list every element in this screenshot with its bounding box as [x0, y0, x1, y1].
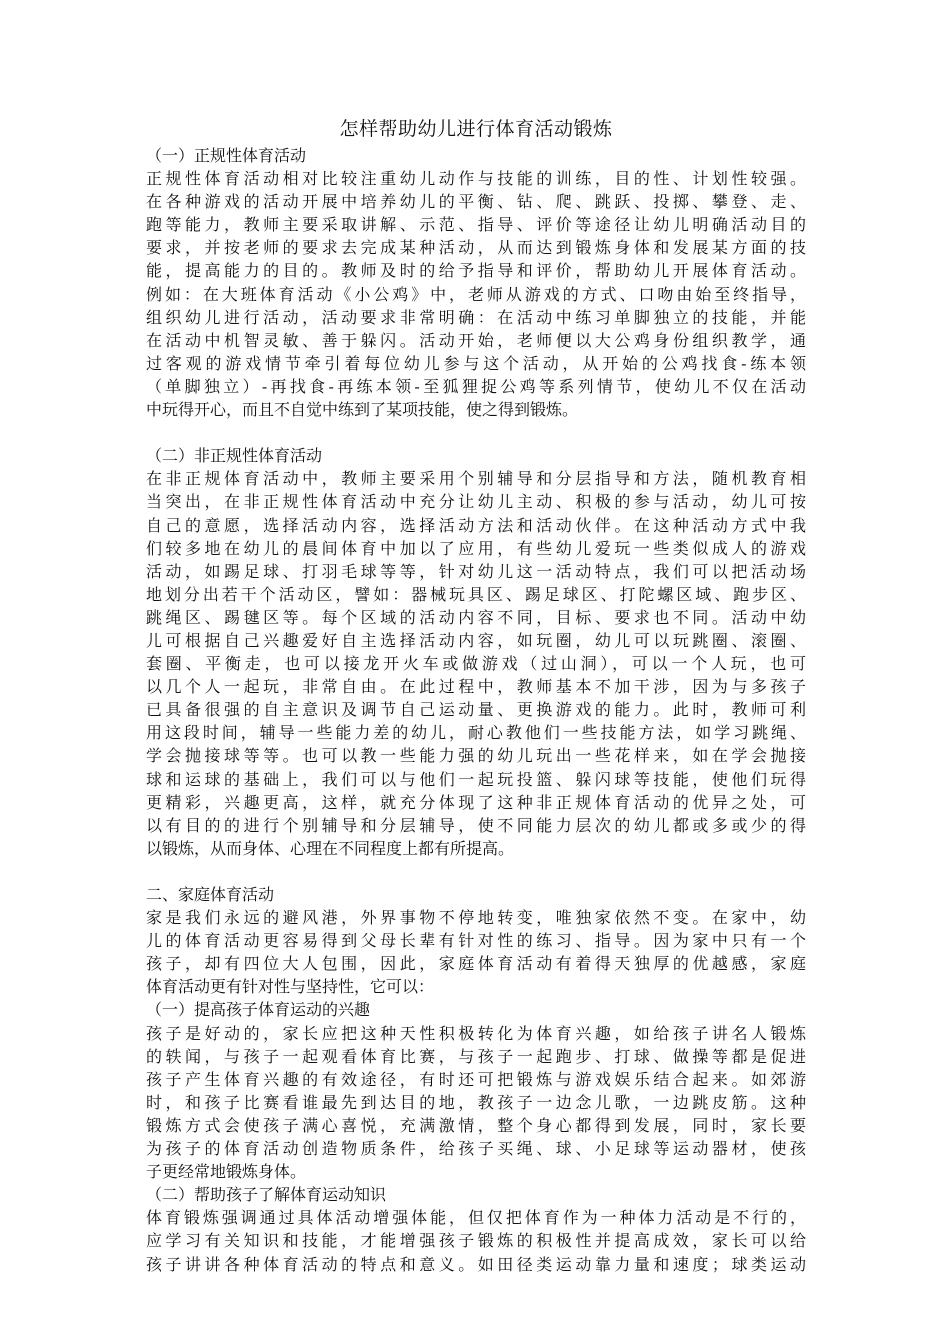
text-line: 在活动中机智灵敏、善于躲闪。活动开始，老师便以大公鸡身份组织教学，通: [146, 330, 806, 350]
text-line: 用这段时间，辅导一些能力差的幼儿，耐心教他们一些技能方法，如学习跳绳、: [146, 723, 806, 743]
text-line: 学会抛接球等等。也可以教一些能力强的幼儿玩出一些花样来，如在学会抛接: [146, 746, 806, 766]
text-line: 地划分出若干个活动区，譬如：器械玩具区、踢足球区、打陀螺区域、跑步区、: [146, 584, 806, 604]
text-line: 当突出，在非正规性体育活动中充分让幼儿主动、积极的参与活动，幼儿可按: [146, 492, 806, 512]
text-line: 活动，如踢足球、打羽毛球等等，针对幼儿这一活动特点，我们可以把活动场: [146, 561, 806, 581]
text-line: 球和运球的基础上，我们可以与他们一起玩投篮、躲闪球等技能，使他们玩得: [146, 769, 806, 789]
text-line: 以几个人一起玩，非常自由。在此过程中，教师基本不加干涉，因为与多孩子: [146, 677, 806, 697]
text-line: 孩子是好动的，家长应把这种天性积极转化为体育兴趣，如给孩子讲名人锻炼: [146, 1023, 806, 1043]
text-line: 子更经常地锻炼身体。: [146, 1162, 307, 1182]
text-line: （二）帮助孩子了解体育运动知识: [146, 1185, 387, 1205]
text-line: 过客观的游戏情节牵引着每位幼儿参与这个活动，从开始的公鸡找食-练本领: [146, 353, 806, 373]
text-line: 二、家庭体育活动: [146, 885, 275, 904]
text-line: 锻炼方式会使孩子满心喜悦，充满激情，整个身心都得到发展，同时，家长要: [146, 1115, 806, 1135]
text-line: 应学习有关知识和技能，才能增强孩子锻炼的积极性并提高成效，家长可以给: [146, 1231, 806, 1251]
blank-line: [146, 860, 806, 883]
blank-line: [146, 421, 806, 444]
text-line: 体育活动更有针对性与坚持性，它可以：: [146, 977, 435, 997]
text-line: 家是我们永远的避风港，外界事物不停地转变，唯独家依然不变。在家中，幼: [146, 908, 806, 928]
text-line: 例如：在大班体育活动《小公鸡》中，老师从游戏的方式、口吻由始至终指导，: [146, 284, 806, 304]
text-line: 跳绳区、踢毽区等。每个区域的活动内容不同，目标、要求也不同。活动中幼: [146, 607, 806, 627]
text-line: 更精彩，兴趣更高，这样，就充分体现了这种非正规体育活动的优异之处，可: [146, 792, 806, 812]
text-line: 孩子，却有四位大人包围，因此，家庭体育活动有着得天独厚的优越感，家庭: [146, 954, 806, 974]
document-text: [146, 144, 806, 1276]
text-line: 以有目的的进行个别辅导和分层辅导，使不同能力层次的幼儿都或多或少的得: [146, 815, 806, 835]
text-line: 能，提高能力的目的。教师及时的给予指导和评价，帮助幼儿开展体育活动。: [146, 261, 806, 281]
text-line: 在各种游戏的活动开展中培养幼儿的平衡、钻、爬、跳跃、投掷、攀登、走、: [146, 192, 806, 212]
text-line: （二）非正规性体育活动: [146, 446, 323, 466]
text-line: （单脚独立）-再找食-再练本领-至狐狸捉公鸡等系列情节，使幼儿不仅在活动: [146, 376, 806, 396]
text-line: 在非正规体育活动中，教师主要采用个别辅导和分层指导和方法，随机教育相: [146, 469, 806, 489]
text-line: 已具备很强的自主意识及调节自己运动量、更换游戏的能力。此时，教师可利: [146, 700, 806, 720]
text-line: 儿的体育活动更容易得到父母长辈有针对性的练习、指导。因为家中只有一个: [146, 931, 806, 951]
text-line: 儿可根据自己兴趣爱好自主选择活动内容，如玩圈，幼儿可以玩跳圈、滚圈、: [146, 630, 806, 650]
text-line: 中玩得开心，而且不自觉中练到了某项技能，使之得到锻炼。: [146, 400, 579, 420]
text-line: （一）提高孩子体育运动的兴趣: [146, 1000, 371, 1020]
text-line: 为孩子的体育活动创造物质条件，给孩子买绳、球、小足球等运动器材，使孩: [146, 1139, 806, 1159]
text-line: 套圈、平衡走，也可以接龙开火车或做游戏（过山洞），可以一个人玩，也可: [146, 654, 806, 674]
text-line: 以锻炼，从而身体、心理在不同程度上都有所提高。: [146, 838, 515, 858]
text-line: 们较多地在幼儿的晨间体育中加以了应用，有些幼儿爱玩一些类似成人的游戏: [146, 538, 806, 558]
text-line: 跑等能力，教师主要采取讲解、示范、指导、评价等途径让幼儿明确活动目的: [146, 215, 806, 235]
text-line: 的轶闻，与孩子一起观看体育比赛，与孩子一起跑步、打球、做操等都是促进: [146, 1046, 806, 1066]
document-title: 怎样帮助幼儿进行体育活动锻炼: [339, 118, 613, 140]
text-line: 时，和孩子比赛看谁最先到达目的地，教孩子一边念儿歌，一边跳皮筋。这种: [146, 1092, 806, 1112]
text-line: 组织幼儿进行活动，活动要求非常明确：在活动中练习单脚独立的技能，并能: [146, 307, 806, 327]
text-line: 孩子产生体育兴趣的有效途径，有时还可把锻炼与游戏娱乐结合起来。如郊游: [146, 1069, 806, 1089]
text-line: 要求，并按老师的要求去完成某种活动，从而达到锻炼身体和发展某方面的技: [146, 238, 806, 258]
text-line: （一）正规性体育活动: [146, 146, 307, 165]
text-line: 体育锻炼强调通过具体活动增强体能，但仅把体育作为一种体力活动是不行的，: [146, 1208, 806, 1228]
text-line: 自己的意愿，选择活动内容，选择活动方法和活动伙伴。在这种活动方式中我: [146, 515, 806, 535]
document-body: [146, 114, 806, 1276]
text-line: 正规性体育活动相对比较注重幼儿动作与技能的训练，目的性、计划性较强。: [146, 169, 806, 189]
text-line: 孩子讲讲各种体育活动的特点和意义。如田径类运动靠力量和速度；球类运动: [146, 1254, 806, 1274]
